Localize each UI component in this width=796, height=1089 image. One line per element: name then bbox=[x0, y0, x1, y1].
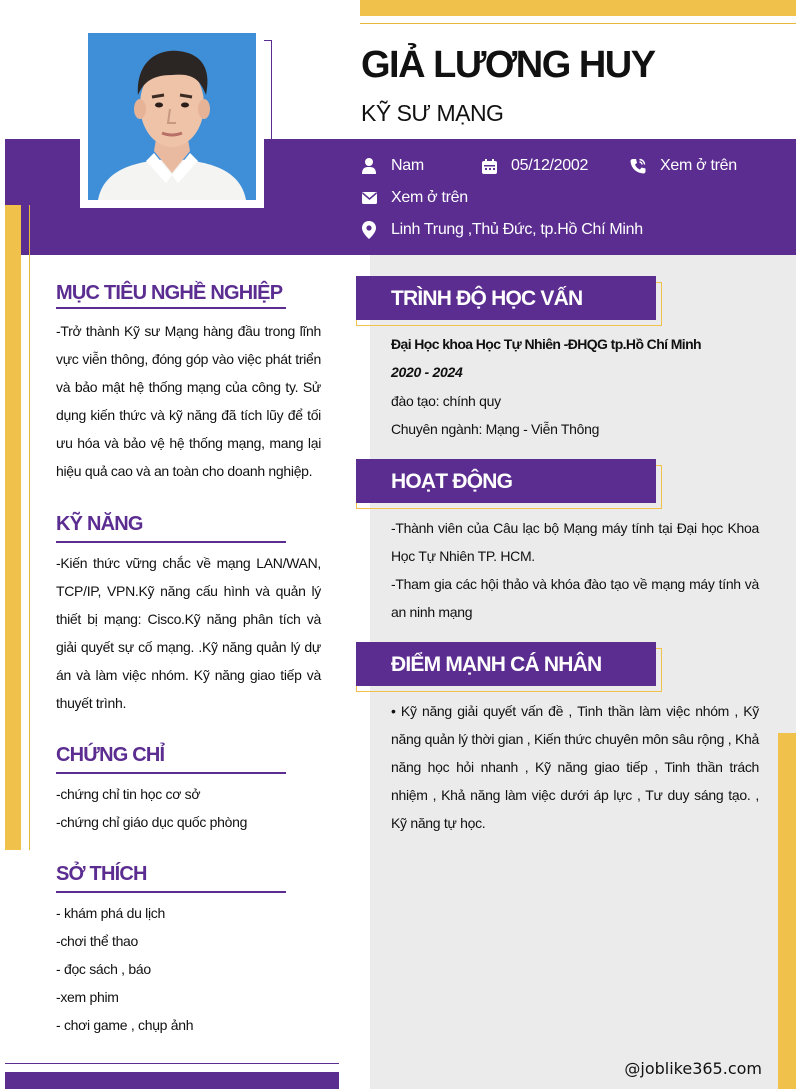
contact-phone bbox=[630, 157, 737, 175]
mail-icon bbox=[361, 189, 377, 207]
contact-address bbox=[361, 221, 643, 239]
bottom-accent-bar bbox=[5, 1072, 339, 1089]
location-icon bbox=[361, 221, 377, 239]
phone-value: Xem ở trên bbox=[660, 157, 737, 174]
activity-item: -Thành viên của Câu lạc bộ Mạng máy tính tại Đại học Khoa Học Tự Nhiên TP. HCM. bbox=[391, 520, 759, 564]
watermark: @joblike365.com bbox=[624, 1059, 762, 1078]
candidate-name: GIẢ LƯƠNG HUY bbox=[361, 44, 655, 86]
contact-dob bbox=[481, 157, 588, 175]
hobby-item: - chơi game , chụp ảnh bbox=[56, 1017, 194, 1033]
education-years: 2020 - 2024 bbox=[391, 364, 463, 380]
education-major: Chuyên ngành: Mạng - Viễn Thông bbox=[391, 421, 600, 437]
hobbies-underline bbox=[56, 891, 286, 893]
dob-value: 05/12/2002 bbox=[511, 157, 589, 174]
hobby-item: -chơi thể thao bbox=[56, 933, 139, 949]
hobbies-title: SỞ THÍCH bbox=[56, 863, 147, 885]
certificates-title: CHỨNG CHỈ bbox=[56, 744, 165, 766]
top-accent-line bbox=[360, 23, 796, 24]
top-accent-bar bbox=[360, 0, 796, 16]
contact-email bbox=[361, 189, 468, 207]
job-title: KỸ SƯ MẠNG bbox=[361, 100, 504, 126]
email-value: Xem ở trên bbox=[391, 189, 468, 206]
education-mode: đào tạo: chính quy bbox=[391, 393, 501, 409]
activities-header: HOẠT ĐỘNG bbox=[356, 459, 656, 503]
address-value: Linh Trung ,Thủ Đức, tp.Hồ Chí Minh bbox=[391, 221, 643, 238]
phone-icon bbox=[630, 157, 646, 175]
hobby-item: - khám phá du lịch bbox=[56, 905, 165, 921]
hobby-item: -xem phim bbox=[56, 989, 119, 1005]
objective-title: MỤC TIÊU NGHỀ NGHIỆP bbox=[56, 282, 283, 304]
skills-underline bbox=[56, 541, 286, 543]
calendar-icon bbox=[481, 157, 497, 175]
certificate-item: -chứng chỉ giáo dục quốc phòng bbox=[56, 814, 248, 830]
activity-item: -Tham gia các hội thảo và khóa đào tạo về mạng máy tính và an ninh mạng bbox=[391, 576, 759, 620]
education-school: Đại Học khoa Học Tự Nhiên -ĐHQG tp.Hồ Chí Minh bbox=[391, 336, 701, 352]
hobby-item: - đọc sách , báo bbox=[56, 961, 151, 977]
certificate-item: -chứng chỉ tin học cơ sở bbox=[56, 786, 201, 802]
strengths-text: • Kỹ năng giải quyết vấn đề , Tinh thần làm việc nhóm , Kỹ năng quản lý thời gian , Kiến thức chuyên môn sâu rộng , Khả năng học hỏi nhanh , Kỹ năng giao tiếp , Tinh thần trách nhiệm , Khả năng làm việc dưới áp lực , Tư duy sáng tạo. , Kỹ năng tự học. bbox=[391, 703, 759, 831]
contact-gender bbox=[361, 157, 424, 175]
skills-text: -Kiến thức vững chắc về mạng LAN/WAN, TCP/IP, VPN.Kỹ năng cấu hình và quản lý thiết bị mạng: Cisco.Kỹ năng phân tích và giải quyết sự cố mạng. .Kỹ năng quản lý dự án và làm việc nhóm. Kỹ năng giao tiếp và thuyết trình. bbox=[56, 555, 321, 711]
profile-photo bbox=[88, 33, 256, 200]
education-header: TRÌNH ĐỘ HỌC VẤN bbox=[356, 276, 656, 320]
objective-text: -Trở thành Kỹ sư Mạng hàng đầu trong lĩnh vực viễn thông, đóng góp vào việc phát triển và bảo mật hệ thống mạng của công ty. Sử dụng kiến thức và kỹ năng đã tích lũy để tối ưu hóa và bảo vệ hệ thống mạng, mang lại hiệu quả cao và an toàn cho doanh nghiệp. bbox=[56, 323, 321, 479]
gender-value: Nam bbox=[391, 157, 424, 174]
portrait-illustration bbox=[88, 33, 256, 200]
certificates-underline bbox=[56, 772, 286, 774]
left-accent-line bbox=[29, 205, 30, 850]
bottom-accent-line bbox=[5, 1063, 339, 1064]
user-icon bbox=[361, 157, 377, 175]
right-accent-bar bbox=[778, 733, 796, 1089]
strengths-header: ĐIỂM MẠNH CÁ NHÂN bbox=[356, 642, 656, 686]
skills-title: KỸ NĂNG bbox=[56, 513, 143, 535]
left-accent-bar bbox=[5, 205, 21, 850]
objective-underline bbox=[56, 307, 286, 309]
